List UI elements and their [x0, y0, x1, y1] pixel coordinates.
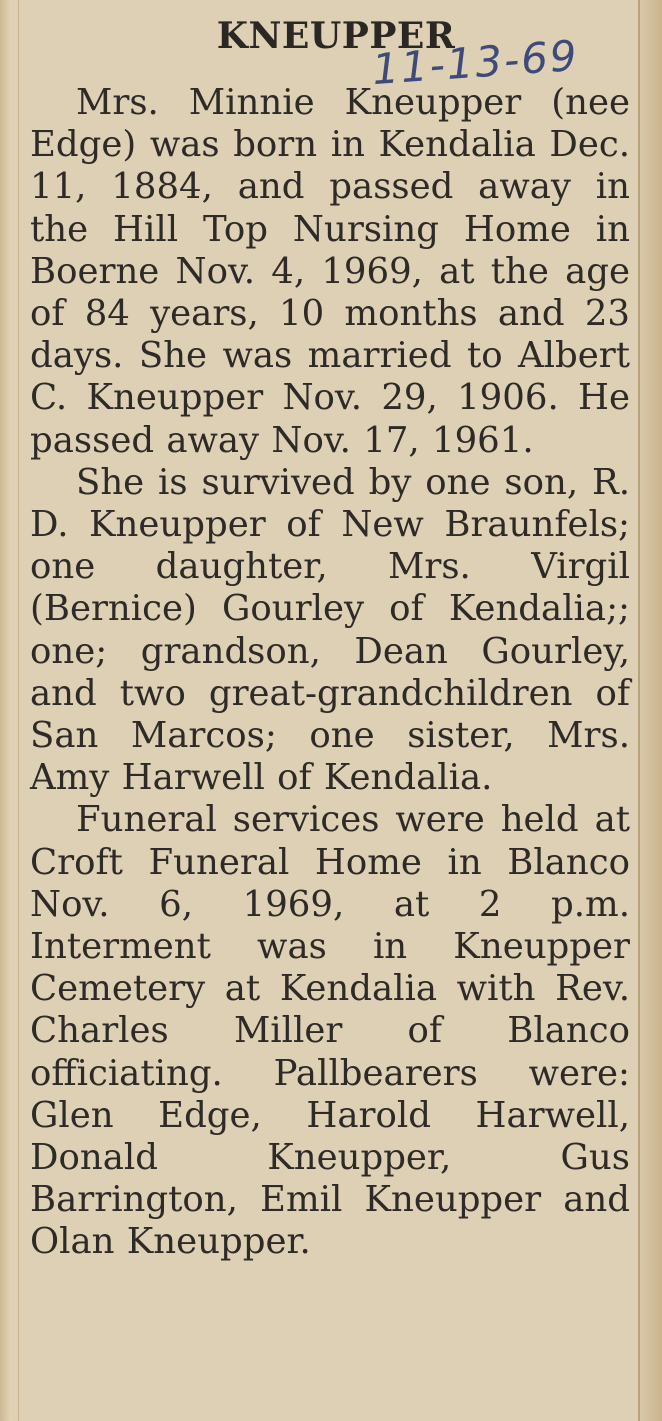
paragraph-biography: Mrs. Minnie Kneupper (nee Edge) was born in Kendalia Dec. 11, 1884, and passed away in the Hill Top Nursing Home in Boerne Nov. 4, 1969, at the age of 84 years, 10 months and 23 days. She was married to Albert C. Kneupper Nov. 29, 1906. He passed away Nov. 17, 1961.: [30, 82, 630, 461]
obituary-body: [30, 82, 630, 1264]
obituary-headline: KNEUPPER: [216, 15, 456, 57]
handwritten-date-annotation: 11-13-69: [370, 30, 581, 95]
paragraph-survivors: She is survived by one son, R. D. Kneupper of New Braunfels; one daughter, Mrs. Virgil (Bernice) Gourley of Kendalia;; one; grandson, Dean Gourley, and two great-grandchildren of San Marcos; one sister, Mrs. Amy Harwell of Kendalia.: [30, 461, 630, 799]
clipping-right-edge: [638, 0, 640, 1421]
paragraph-funeral: Funeral services were held at Croft Funeral Home in Blanco Nov. 6, 1969, at 2 p.m. Interment was in Kneupper Cemetery at Kendalia with Rev. Charles Miller of Blanco officiating. Pallbearers were: Glen Edge, Harold Harwell, Donald Kneupper, Gus Barrington, Emil Kneupper and Olan Kneupper.: [30, 799, 630, 1263]
clipping-left-edge: [18, 0, 19, 1421]
